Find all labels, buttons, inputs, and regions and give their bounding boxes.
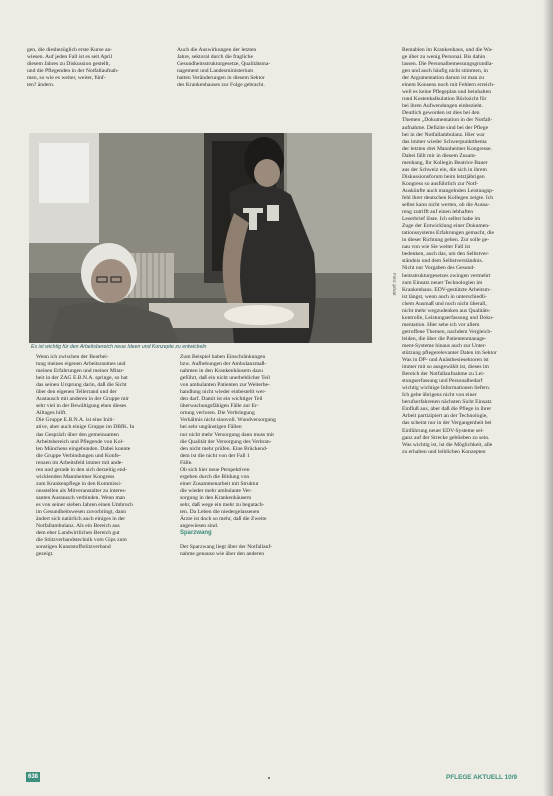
text-line: Dabei fällt mir in diesem Zusam- [402, 152, 477, 159]
text-line: handlung nicht wieder einbestellt wer- [180, 389, 266, 396]
text-line: immer mit so ausgewählt ist, dieses im [402, 364, 489, 371]
text-line: Auskünfte auch mangelnden Leistungsp- [402, 187, 494, 194]
magazine-footer: PFLEGE AKTUELL 10/9 [446, 774, 518, 781]
text-line: chem Ausmaß und noch nicht überall, [402, 300, 487, 307]
text-line: gen und auch häufig nicht stimmen, in [402, 68, 488, 75]
text-line: lassen. Die Personalbemessungsgrundla- [402, 61, 494, 68]
text-line: Diskussionsforum beim letztjährigen [402, 173, 485, 180]
section-subhead: Sparzwang [180, 530, 212, 537]
text-line: einem Konsens noch mit Fehlern erreich- [402, 82, 495, 89]
text-line: die Gruppe Verbindungen und Konfe- [36, 452, 121, 459]
text-line: ative, aber auch einige Gruppe im DBfK. In [36, 424, 135, 431]
text-line: Auch die Auswirkungen der letzten [177, 47, 257, 53]
text-line: und die Pflegenden in der Notfallaufnah- [27, 68, 119, 75]
text-line: Ärzte ist doch so mehr, daß die Zweite [180, 516, 267, 523]
footer-dot [268, 777, 270, 779]
text-line: Krankenhaus. EDV-gestützte Arbeitsm- [402, 286, 491, 293]
text-line: Die Gruppe E.B.N.A. ist eine Initi- [36, 417, 115, 424]
article-column-right [402, 47, 544, 456]
text-line: das seinen Ursprung darin, daß die Sicht [36, 382, 127, 389]
text-line: das Gespräch über den gemeinsamen [36, 431, 119, 438]
article-photo [29, 133, 397, 343]
text-line: überwachungsfähigen Fälle zur Er- [180, 403, 259, 410]
text-line: das scheint nur in der Vergangenheit bei [402, 420, 492, 427]
text-line: diesem Jahres zu Diskussion gestellt, [27, 61, 111, 68]
photo-illustration [29, 133, 372, 343]
text-line: getroffene Themen, nachdem Vergleich- [402, 328, 492, 335]
text-line: ge über zu wenig Personal. Bis dahin [402, 54, 486, 61]
text-line: stungserfassung und Personalbedarf [402, 378, 483, 385]
text-line: ment-Systeme hinaus auch zur Unter- [402, 342, 487, 349]
text-line: ganz auf der Strecke geblieben zu sein. [402, 434, 490, 441]
text-line: in dieser Richtung gehen. Zur solle ge- [402, 237, 490, 244]
text-line: rund Kostenkalkulation Rücksicht für [402, 96, 487, 103]
text-line: beit in der ZAG E.B.N.A. springe, so hat [36, 375, 128, 382]
text-line: geführt, daß ein nicht unerheblicher Teil [180, 375, 270, 382]
text-line: well es keine Pflegeplan und beinhalten [402, 89, 492, 96]
text-line: wiesen. Auf jeden Fall ist es seit April [27, 54, 113, 61]
text-line: selbst kann nicht werten, ob die Aussa- [402, 202, 490, 209]
text-line: einer Zusammenarbeit mit Struktur [180, 480, 259, 487]
text-line: fehl ihrer deutschen Kollegen zeigte. Ich [402, 194, 494, 201]
text-line: dem ist die nicht von der Fall 1 [180, 452, 250, 459]
text-line: Deutlich geworden ist dies bei den [402, 110, 480, 117]
page-gutter-shadow [543, 0, 553, 796]
text-line: bei in der Notfallambulanz. Hier war [402, 131, 485, 138]
text-line: Arbeitsbereich und Pflegende von Kol- [36, 438, 124, 445]
text-line: dem eher Landwirtlichen Bereich gut [36, 530, 120, 537]
text-line: hatten Veränderungen in diesem Sektor [177, 75, 265, 82]
article-column-top-left [27, 47, 166, 89]
text-line: Jahre, sektoral durch die fragliche [177, 54, 253, 61]
text-line: nahme genauso wie über den anderen [180, 551, 265, 558]
page-number: 638 [27, 774, 38, 780]
text-line: ist längst, wenn auch in unterschiedli- [402, 293, 487, 300]
text-line: Verhältnis nicht sinnvoll. Wundversorgung [180, 417, 276, 424]
text-line: stützung pflegerelevanter Daten im Sektor [402, 350, 497, 357]
text-line: Gesundheitsstrukturgesetze, Qualitätsma- [177, 61, 271, 68]
text-line: sorgung in den Krankenhäusern [180, 494, 252, 501]
text-line: von ambulanten Patienten zur Weiterbe- [180, 382, 270, 389]
text-line: nagement und Landesministerium [177, 68, 254, 75]
text-line: Wenn ich zwischen der Bearbei- [36, 354, 109, 360]
text-line: ständnis und dem Selbstverständnis. [402, 258, 484, 265]
text-line: wicklenden Mannheimer Kongress [36, 473, 115, 480]
text-line: im Gesundheitswesen zuvorbringt, dann [36, 509, 127, 516]
text-line: Leserbrief löste. Ich selbst habe im [402, 216, 481, 223]
text-line: bedenken, auch das, um den Selbstver- [402, 251, 490, 258]
text-line: die wieder mehr ambulante Ver- [180, 487, 252, 494]
text-line: gen, die diesbezüglich erste Kurse an- [27, 47, 113, 53]
text-line: len Münchens eingebunden. Dabei konnte [36, 445, 131, 452]
text-line: zum Einsatz neuer Technologien im [402, 279, 483, 286]
text-line: ren und gerade in den sich derzeitig end- [36, 466, 128, 473]
text-line: Nicht nur Vorgaben des Gesund- [402, 265, 476, 272]
text-line: den nicht mehr prüfen. Eine Brückend- [180, 445, 268, 452]
text-line: den darf. Damit ist ein wichtiger Teil [180, 396, 263, 403]
text-line: Notfallambulanz. Als ein Bereich aus [36, 523, 120, 530]
text-line: Zum Beispiel haben Einschränkungen [180, 354, 266, 360]
text-line: bei sehr ungünstigen Fällen [180, 424, 242, 431]
text-line: Einführung neuer EDV-Systeme sel- [402, 427, 484, 434]
text-line: bzw. Aufhebungen der Ambulanzmaß- [180, 361, 267, 368]
text-line: Der Sparzwang liegt über der Notfallauf- [180, 544, 273, 551]
text-line: der letzten drei Mannheimer Kongresse. [402, 145, 492, 152]
text-line: Alltages hilft. [36, 410, 67, 417]
text-line: aufnahme. Defizite sind bei der Pflege [402, 124, 489, 131]
text-line: gezeigt. [36, 551, 54, 558]
text-line: reng zutrifft auf einen lebhaften [402, 209, 474, 216]
text-line: angewiesen sind. [180, 523, 219, 530]
text-line: berufserfahrenen nächsten Sicht Einsatz [402, 399, 492, 406]
text-line: wichtig wichtige Informationen liefern. [402, 385, 491, 392]
text-line: bei ihren Aufwendungen einbezieht. [402, 103, 484, 110]
text-line: nur nicht mehr Versorgung dann muss mit [180, 431, 274, 438]
text-line: über den eigenen Tellerrand und der [36, 389, 117, 396]
photo-caption: Es ist wichtig für den Arbeitsbereich neue Ideen und Konzepte zu entwickeln [31, 344, 207, 350]
text-line: Bereich der Notfallaufnahme zu Lei- [402, 371, 485, 378]
text-line: Rentablen im Krankenhaus, und die Wa- [402, 47, 493, 53]
text-line: zu erhalten und leiblichen Konzepten [402, 448, 486, 455]
photo-credit: Foto: privat [392, 273, 397, 296]
text-line: Ich gehe übrigens nicht von einer [402, 392, 477, 399]
article-column-bottom-left [36, 354, 175, 558]
article-column-top-middle [177, 47, 347, 89]
text-line: meinen Erfahrungen und meiner Mitar- [36, 368, 125, 375]
text-line: des Krankenhauses zur Folge gebracht. [177, 82, 265, 89]
text-line: Was wichtig ist, ist die Möglichkeit, alle [402, 441, 493, 448]
text-line: ten. Da Leben die niedergelassenen [180, 509, 260, 516]
text-line: aus der Schweiz ein, die sich in ihrem [402, 166, 487, 173]
text-line: renzen im Arbeitsfeld immer mit ande- [36, 459, 124, 466]
text-line: es von seiner sieben Jahren einen Umbruch [36, 501, 133, 508]
text-line: kontrolle, Leistungserfassung und Doku- [402, 314, 494, 321]
text-line: Ob sich hier neue Perspektiven [180, 466, 250, 473]
text-line: nau von wie Sie weiter Fall ist [402, 244, 471, 251]
text-line: menhang, Ihr Kollegin Beatrice Bauer [402, 159, 488, 166]
text-line: Fälle. [180, 459, 193, 466]
text-line: ergeben durch die Bildung von [180, 473, 250, 480]
text-line: Einfluß aus, aber daß die Pflege in ihrer [402, 406, 492, 413]
text-line: mentation. Hier sehe ich vor allem [402, 321, 480, 328]
text-line: der Argumentation darum ist man zu [402, 75, 485, 82]
text-line: die Stützverbandstechnik vom Gips zum [36, 537, 127, 544]
text-line: sonstigen Kunststoffstützverband [36, 544, 111, 551]
text-line: leiden, die über die Patientenmanage- [402, 335, 487, 342]
text-line: tung meines eigenen Arbeitsraumes und [36, 361, 126, 368]
text-line: ten? ändern. [27, 82, 55, 89]
text-line: Austausch mit anderen in der Gruppe mir [36, 396, 129, 403]
text-line: nicht mehr wegzudenken aus Qualitäts- [402, 307, 491, 314]
text-line: Zuge der Entwicklung einer Dokumen- [402, 223, 490, 230]
text-line: men, so wie es weiter, weiter, fünf- [27, 75, 106, 82]
text-line: die Qualität der Versorgung des Verbran- [180, 438, 272, 445]
text-line: ortung verloren. Die Verbringung [180, 410, 255, 417]
text-line: santen Austausch verbinden. Wenn man [36, 494, 126, 501]
text-line: heitsstrukturgesetzes zwingen vermehrt [402, 272, 491, 279]
text-line: onsstellen als Mitveranstalter zu interes- [36, 487, 127, 494]
text-line: Themen „Dokumentation in der Notfall- [402, 117, 493, 124]
text-line: das immer wieder Schwerpunktthema [402, 138, 487, 145]
text-line: ändert sich natürlich auch einiges in der [36, 516, 126, 523]
article-column-bottom-middle [180, 354, 353, 558]
text-line: Kongress so ausführlich zur Notf- [402, 180, 479, 187]
text-line: zum Krankenpflege in den Kommissi- [36, 480, 122, 487]
text-line: sehr, daß wege ein mehr zu begutach- [180, 501, 265, 508]
text-line: sehr viel in der Bewältigung eben dieses [36, 403, 127, 410]
text-line: Was in DP- und Anästhesiesektoren ist [402, 357, 489, 364]
text-line: tationssystems Erfahrungen gemacht, die [402, 230, 494, 237]
text-line: Arbeit partizipiert an der Technologie, [402, 413, 488, 420]
text-line: nahmen in den Krankenhäusern dazu [180, 368, 263, 375]
